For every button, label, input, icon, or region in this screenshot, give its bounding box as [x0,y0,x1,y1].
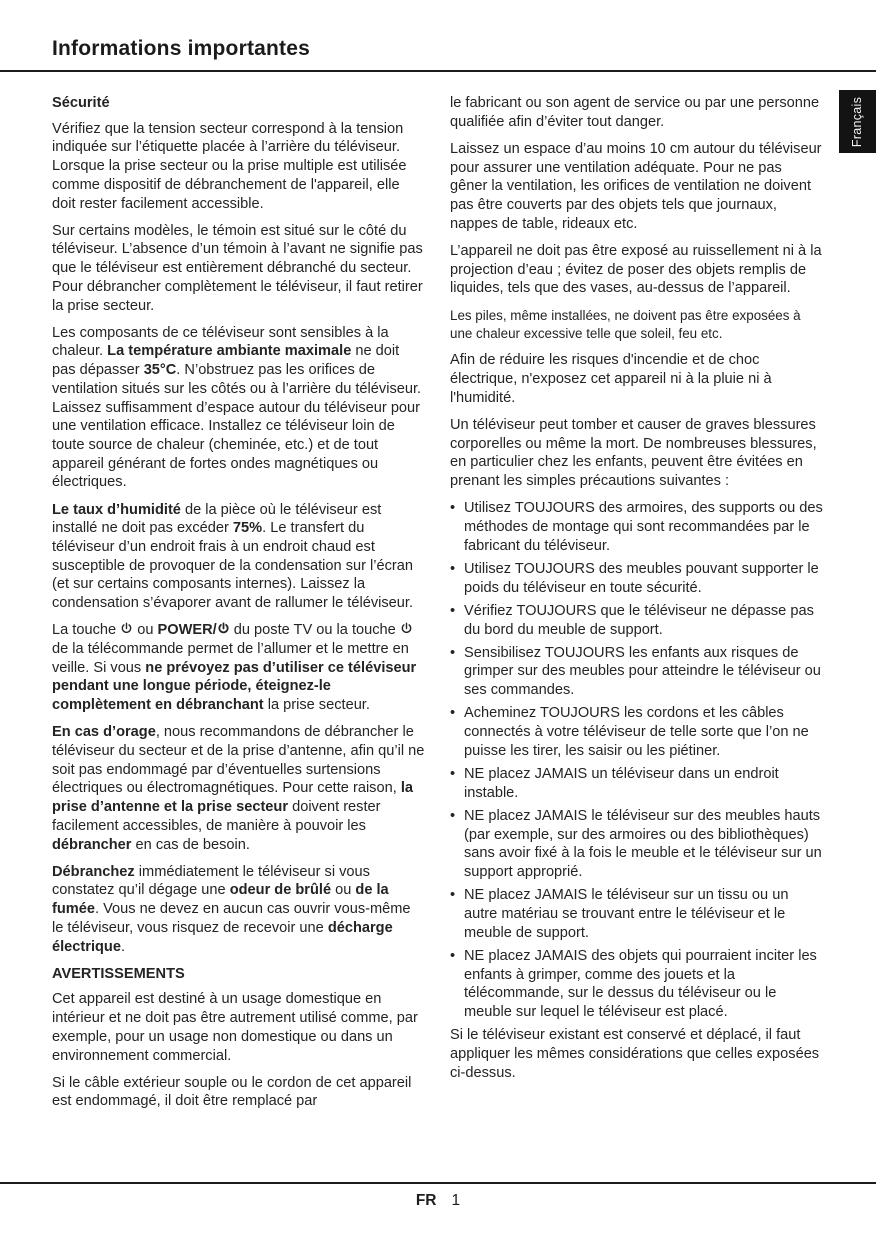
bullet-item [450,560,823,597]
paragraph: Si le câble extérieur souple ou le cordon de cet appareil est endommagé, il doit être remplacé par [52,1074,412,1110]
bullet-text: NE placez JAMAIS des objets qui pourraient inciter les enfants à grimper, comme des jouets et la télécommande, sur le dessus du téléviseur ou le meuble sur lequel le téléviseur est placé. [464,947,817,1020]
page-title: Informations importantes [52,37,310,60]
bullet-text: Acheminez TOUJOURS les cordons et les câbles connectés à votre téléviseur de telle sorte que l’on ne puisse les tirer, les saisir ou les piétiner. [464,705,809,759]
page-number: 1 [451,1192,461,1209]
bullet-text: Utilisez TOUJOURS des armoires, des supports ou des méthodes de montage qui sont recommandées par le fabricant du téléviseur. [464,500,823,554]
section-heading: Sécurité [52,95,110,111]
power-icon [120,622,133,635]
bullet-marker: • [450,807,456,824]
bullet-marker: • [450,766,456,782]
left-column [52,94,425,1120]
bullet-text: NE placez JAMAIS le téléviseur sur un tissu ou un autre matériau se trouvant entre le téléviseur et le meuble de support. [464,887,789,941]
paragraph: La touche ou POWER/ du poste TV ou la touche de la télécommande permet de l’allumer et le mettre en veille. Si vous ne prévoyez pas d’utiliser ce téléviseur pendant une longue période, éteignez-le complètement en débranchant la prise secteur. [52,622,417,714]
bullet-item [450,602,823,639]
paragraph: Un téléviseur peut tomber et causer de graves blessures corporelles ou même la mort. De nombreuses blessures, en particulier chez les enfants, peuvent être évitées en prenant les simples précautions suivantes : [450,417,817,490]
bullet-marker: • [450,947,456,964]
bullet-item [450,947,823,1022]
paragraph: Le taux d’humidité de la pièce où le téléviseur est installé ne doit pas excéder 75%. Le transfert du téléviseur d’un endroit frais à un endroit chaud est susceptible de provoquer de la condensation sur l’écran (et sur certains composants internes). Laissez la condensation s’évaporer avant de rallumer le téléviseur. [52,501,414,612]
bullet-item [450,807,823,882]
bullet-item [450,704,823,760]
paragraph: Débranchez immédiatement le téléviseur si vous constatez qu’il dégage une odeur de brûlé ou de la fumée. Vous ne devez en aucun cas ouvrir vous-même le téléviseur, vous risquez de recevoir une décharge électrique. [52,863,411,955]
bullet-item [450,644,823,700]
right-column [450,94,823,1120]
bullet-marker: • [450,500,456,517]
language-code: FR [415,1192,437,1209]
language-tab-label: Français [850,96,865,147]
paragraph: L’appareil ne doit pas être exposé au ruissellement ni à la projection d’eau ; évitez de poser des objets remplis de liquides, tels que des vases, au-dessus de l’appareil. [450,242,822,297]
bullet-text: NE placez JAMAIS le téléviseur sur des meubles hauts (par exemple, sur des armoires ou des bibliothèques) sans avoir fixé à la fois le meuble et le téléviseur sur un support approprié. [464,807,822,881]
bullet-item [450,886,823,942]
power-icon [400,622,413,635]
paragraph: Cet appareil est destiné à un usage domestique en intérieur et ne doit pas être autrement utilisé comme, par exemple, pour un usage non domestique ou dans un environnement commercial. [52,991,418,1064]
paragraph: Afin de réduire les risques d'incendie et de choc électrique, n'exposez cet appareil ni à la pluie ni à l'humidité. [450,352,772,406]
paragraph: Sur certains modèles, le témoin est situé sur le côté du téléviseur. L’absence d’un témoin à l’avant ne signifie pas que le téléviseur est entièrement débranché du secteur. Pour débrancher complètement le téléviseur, il faut retirer la prise secteur. [52,222,423,314]
bullet-marker: • [450,644,456,661]
bullet-text: NE placez JAMAIS un téléviseur dans un endroit instable. [464,766,779,801]
paragraph: Laissez un espace d’au moins 10 cm autour du téléviseur pour assurer une ventilation adéquate. Pour ne pas gêner la ventilation, les orifices de ventilation ne doivent pas être couverts par des objets tels que journaux, nappes de table, rideaux etc. [450,140,822,232]
footer-divider [0,1182,876,1184]
bullet-marker: • [450,602,456,619]
bullet-item [450,765,823,802]
bullet-marker: • [450,560,456,577]
bullet-item [450,499,823,555]
bullet-text: Vérifiez TOUJOURS que le téléviseur ne dépasse pas du bord du meuble de support. [464,602,814,638]
bullet-text: Utilisez TOUJOURS des meubles pouvant supporter le poids du téléviseur en toute sécurité. [464,560,819,596]
language-tab [839,90,876,153]
paragraph: Les composants de ce téléviseur sont sensibles à la chaleur. La température ambiante maximale ne doit pas dépasser 35°C. N’obstruez pas les orifices de ventilation situés sur les côtés ou à l’arrière du téléviseur. Laissez suffisamment d’espace autour du téléviseur pour une ventilation efficace. Installez ce téléviseur loin de toute source de chaleur (cheminée, etc.) et de tout appareil générant de fortes ondes magnétiques ou électriques. [52,324,422,491]
paragraph: En cas d’orage, nous recommandons de débrancher le téléviseur du secteur et de la prise d’antenne, afin qu’il ne soit pas endommagé par d’éventuelles surtensions électriques ou électromagnétiques. Pour cette raison, la prise d’antenne et la prise secteur doivent rester facilement accessibles, de manière à pouvoir les débrancher en cas de besoin. [52,724,425,853]
page-header [0,0,876,61]
bullet-text: Sensibilisez TOUJOURS les enfants aux risques de grimper sur des meubles pour atteindre le téléviseur ou ses commandes. [464,644,821,699]
paragraph: le fabricant ou son agent de service ou par une personne qualifiée afin d’éviter tout danger. [450,95,820,130]
paragraph: Vérifiez que la tension secteur correspond à la tension indiquée sur l’étiquette placée à l’arrière du téléviseur. Lorsque la prise secteur ou la prise multiple est utilisée comme dispositif de débranchement de l'appareil, elle doit rester facilement accessible. [52,120,407,212]
document-body [0,72,876,1120]
footer-page-indicator [0,1192,876,1210]
bullet-marker: • [450,705,456,722]
paragraph: Les piles, même installées, ne doivent pas être exposées à une chaleur excessive telle que soleil, feu etc. [450,307,801,341]
page-footer [0,1182,876,1210]
power-icon [217,622,230,635]
paragraph: Si le téléviseur existant est conservé et déplacé, il faut appliquer les mêmes considérations que celles exposées ci-dessus. [450,1027,820,1081]
bullet-marker: • [450,887,456,904]
section-heading: AVERTISSEMENTS [52,965,185,982]
